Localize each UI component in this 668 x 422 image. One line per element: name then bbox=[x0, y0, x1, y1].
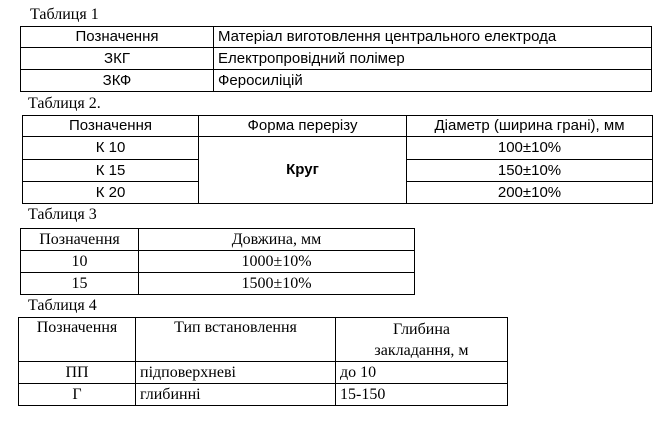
table1-cell-designation: ЗКФ bbox=[21, 70, 214, 92]
table-row bbox=[19, 362, 508, 384]
table4 bbox=[18, 317, 508, 406]
table2-cell-designation: К 10 bbox=[23, 137, 199, 160]
table3-header-length: Довжина, мм bbox=[139, 229, 415, 251]
table2-cell-diameter: 150±10% bbox=[407, 160, 653, 182]
table1-cell-designation: ЗКГ bbox=[21, 48, 214, 70]
table1-cell-material: Феросиліцій bbox=[214, 70, 652, 92]
table2-header-designation: Позначення bbox=[23, 116, 199, 137]
table3-cell-designation: 10 bbox=[21, 251, 139, 273]
table-row bbox=[23, 137, 653, 160]
table3 bbox=[20, 228, 415, 295]
table4-cell-install-type: підповерхневі bbox=[136, 362, 336, 384]
table3-header-designation: Позначення bbox=[21, 229, 139, 251]
table2-header-row bbox=[23, 116, 653, 137]
table3-cell-length: 1000±10% bbox=[139, 251, 415, 273]
table-row bbox=[19, 384, 508, 406]
table4-cell-depth: до 10 bbox=[336, 362, 508, 384]
table-row bbox=[21, 273, 415, 295]
table2-header-diameter: Діаметр (ширина грані), мм bbox=[407, 116, 653, 137]
table-row bbox=[21, 251, 415, 273]
table1-header-designation: Позначення bbox=[21, 27, 214, 48]
table3-cell-designation: 15 bbox=[21, 273, 139, 295]
table1-header-material: Матеріал виготовлення центрального електрода bbox=[214, 27, 652, 48]
table4-header-depth-line2: закладання, м bbox=[374, 341, 469, 359]
table1-header-row bbox=[21, 27, 652, 48]
table2-cell-designation: К 15 bbox=[23, 160, 199, 182]
table4-cell-depth: 15-150 bbox=[336, 384, 508, 406]
table3-cell-length: 1500±10% bbox=[139, 273, 415, 295]
table4-header-depth bbox=[336, 318, 508, 362]
table3-caption: Таблиця 3 bbox=[28, 206, 97, 223]
table2-cell-designation: К 20 bbox=[23, 182, 199, 204]
table2-header-shape: Форма перерізу bbox=[199, 116, 407, 137]
table4-cell-designation: ПП bbox=[19, 362, 136, 384]
table1 bbox=[20, 26, 652, 92]
table4-header-row bbox=[19, 318, 508, 362]
table2-caption: Таблиця 2. bbox=[28, 95, 101, 112]
table-row bbox=[21, 70, 652, 92]
table1-cell-material: Електропровідний полімер bbox=[214, 48, 652, 70]
table4-header-designation: Позначення bbox=[19, 318, 136, 362]
table3-header-row bbox=[21, 229, 415, 251]
table4-cell-designation: Г bbox=[19, 384, 136, 406]
table2-cell-diameter: 200±10% bbox=[407, 182, 653, 204]
table4-cell-install-type: глибинні bbox=[136, 384, 336, 406]
table4-header-depth-line1: Глибина bbox=[393, 320, 450, 338]
table1-caption: Таблиця 1 bbox=[30, 6, 99, 23]
table-row bbox=[21, 48, 652, 70]
table4-header-install-type: Тип встановлення bbox=[136, 318, 336, 362]
table4-caption: Таблиця 4 bbox=[28, 297, 97, 314]
table2 bbox=[22, 115, 653, 204]
table2-cell-shape: Круг bbox=[199, 137, 407, 204]
table2-cell-diameter: 100±10% bbox=[407, 137, 653, 160]
